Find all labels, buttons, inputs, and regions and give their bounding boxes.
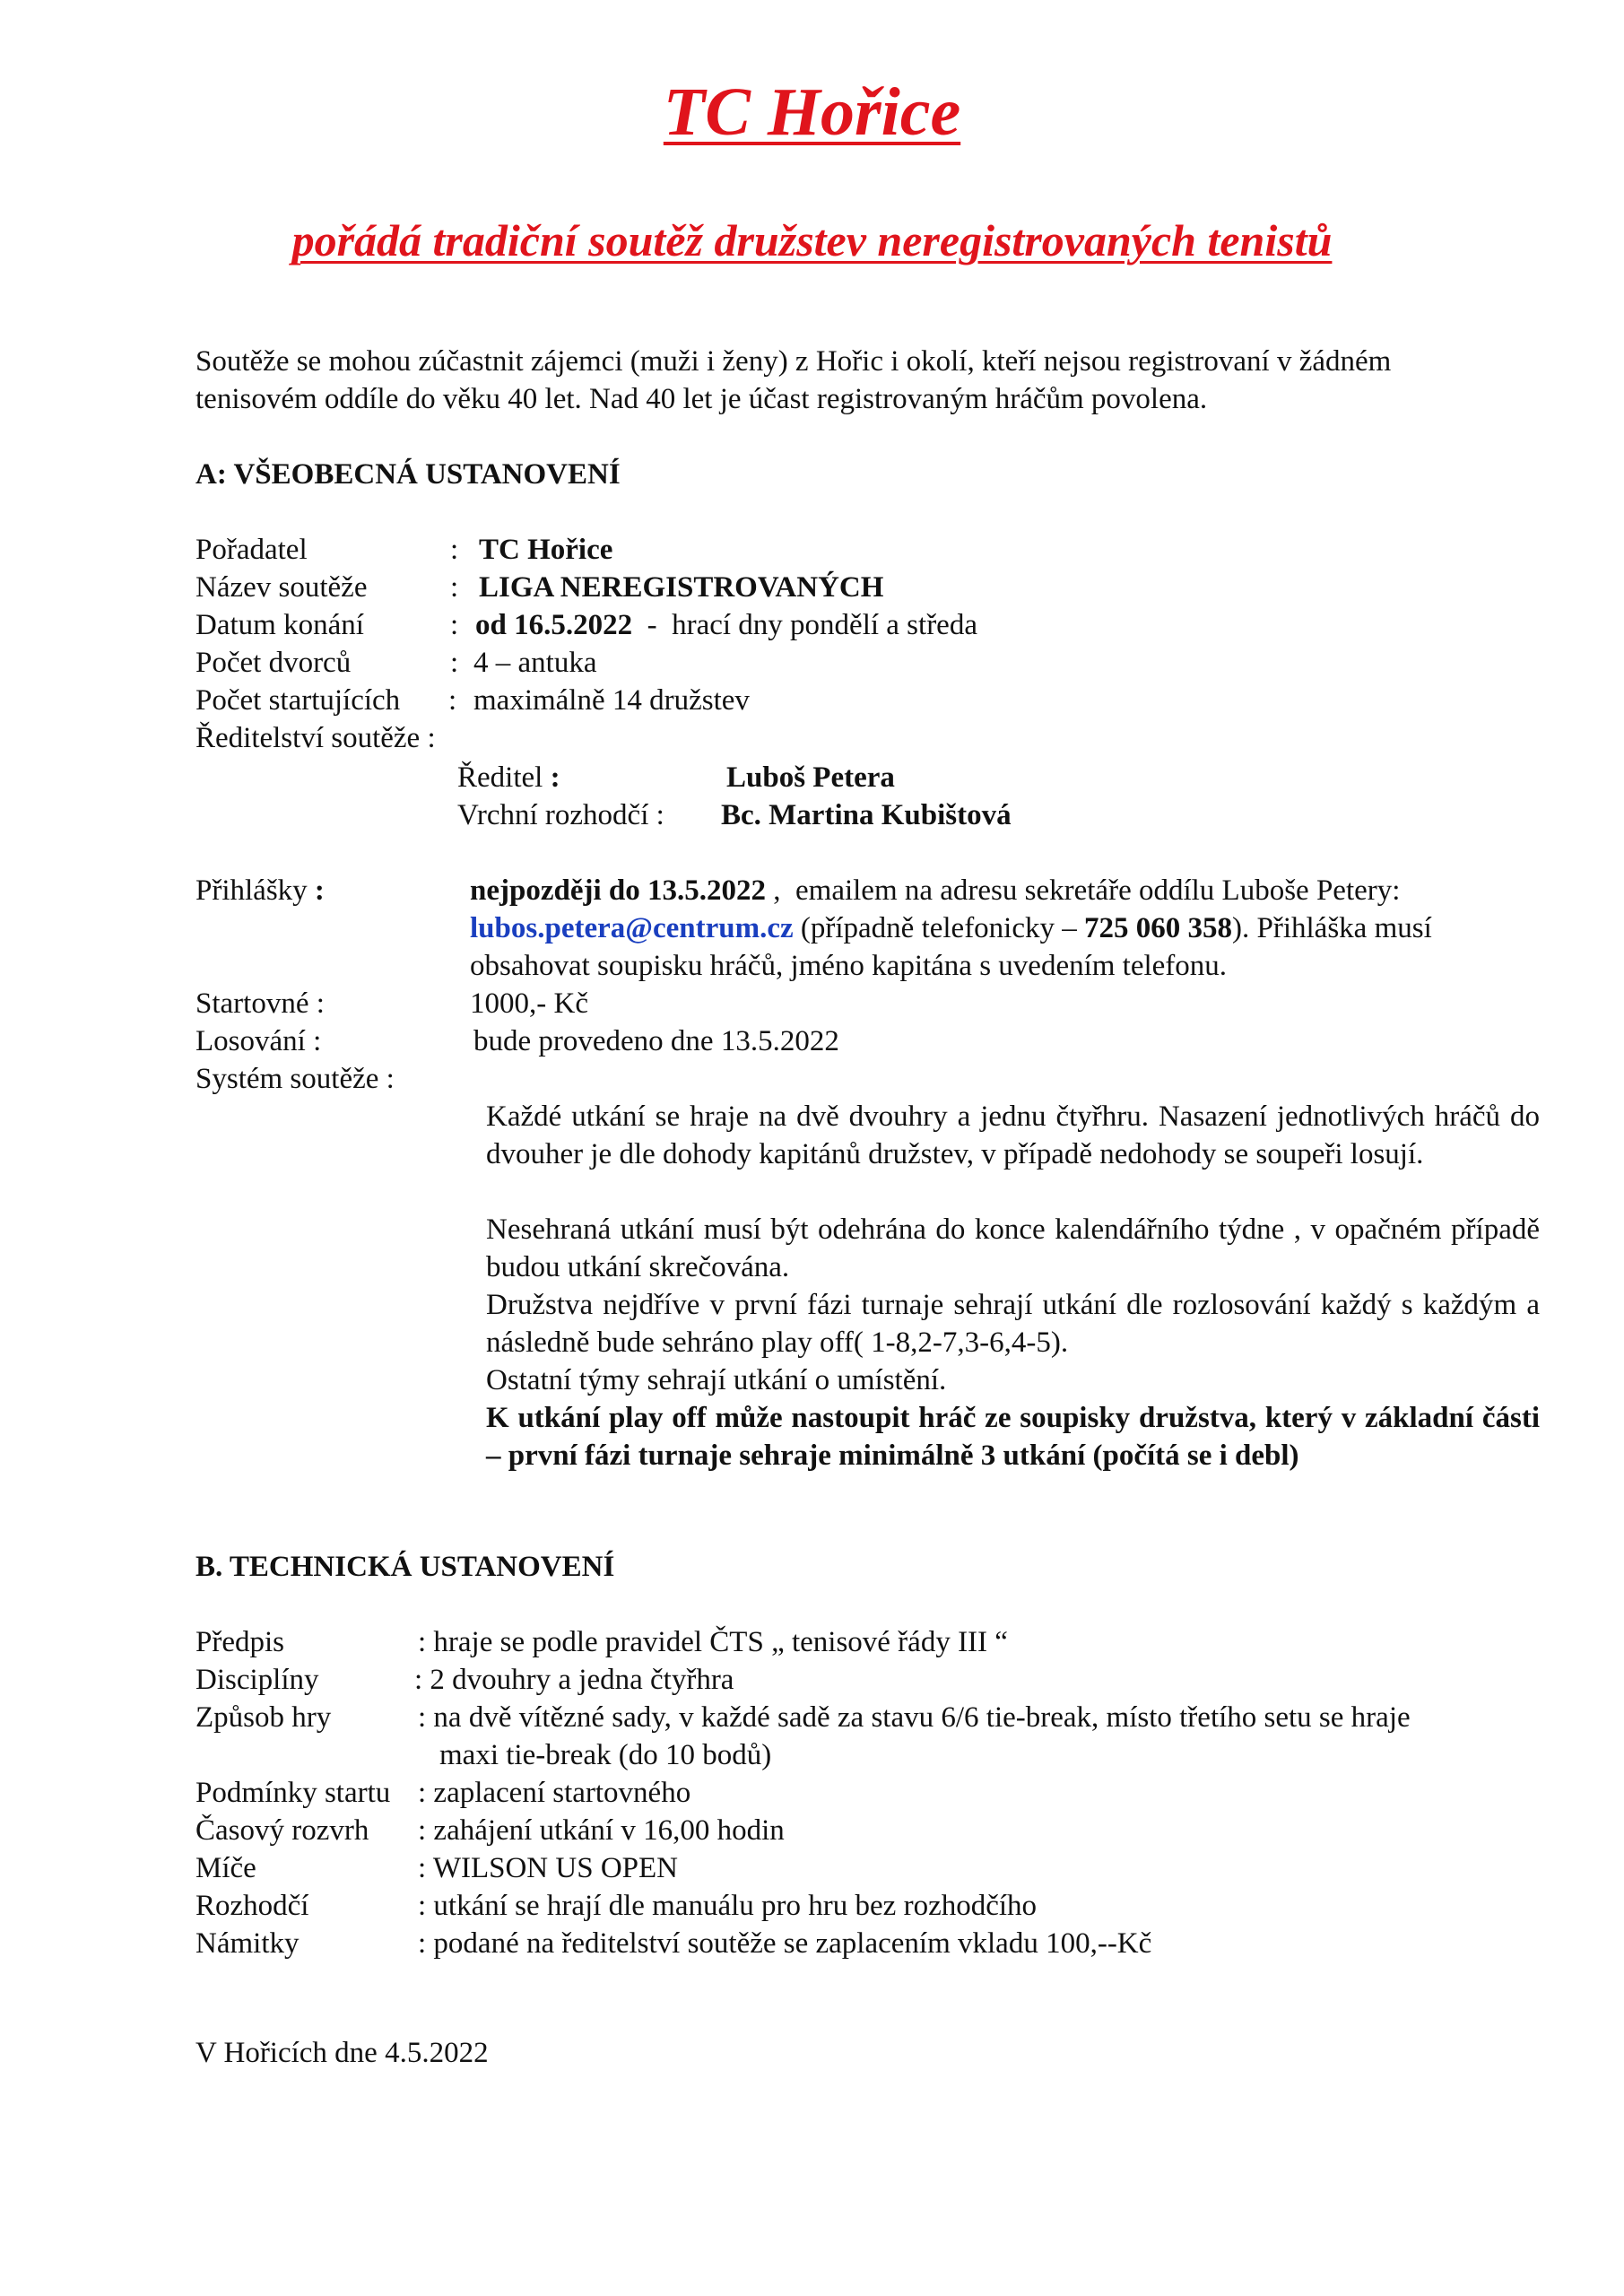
prihlasky-email-link[interactable]: lubos.petera@centrum.cz — [470, 912, 794, 944]
prihlasky-label-text: Přihlášky — [195, 874, 308, 907]
row-discipliny-value: : 2 dvouhry a jedna čtyřhra — [414, 1664, 734, 1696]
prihlasky-phone: 725 060 358 — [1084, 912, 1233, 944]
system-paragraph-2: Nesehraná utkání musí být odehrána do konce kalendářního týdne , v opačném případě budou utkání skrečována. — [486, 1213, 1540, 1283]
row-poradatel-value: TC Hořice — [479, 534, 613, 566]
system-paragraph-5: K utkání play off může nastoupit hráč ze soupisky družstva, který v základní části – první fázi turnaje sehraje minimálně 3 utkání (počítá se i debl) — [486, 1402, 1540, 1472]
prihlasky-line-2 — [470, 909, 1432, 947]
row-startujici-value: maximálně 14 družstev — [473, 684, 750, 717]
row-startujici-sep: : — [448, 684, 457, 717]
row-predpis-label: Předpis — [195, 1626, 284, 1658]
prihlasky-phone-prefix: (případně telefonicky – — [793, 912, 1085, 944]
document-subtitle: pořádá tradiční soutěž družstev neregistrovaných tenistů — [291, 215, 1333, 265]
director-label-text: Ředitel — [457, 761, 543, 794]
intro-line-1: Soutěže se mohou zúčastnit zájemci (muži i ženy) z Hořic i okolí, kteří nejsou registrovaní v žádném — [195, 345, 1392, 378]
row-nazev-sep: : — [450, 571, 459, 604]
row-nazev-value: LIGA NEREGISTROVANÝCH — [479, 571, 884, 604]
director-name: Luboš Petera — [726, 761, 895, 794]
losovani-value: bude provedeno dne 13.5.2022 — [473, 1025, 839, 1057]
system-paragraph-4: Ostatní týmy sehrají utkání o umístění. — [486, 1364, 947, 1396]
system-paragraph-3: Družstva nejdříve v první fázi turnaje sehrají utkání dle rozlosování každý s každým a následně bude sehráno play off( 1-8,2-7,3-6,4-5). — [486, 1289, 1540, 1359]
prihlasky-line-3: obsahovat soupisku hráčů, jméno kapitána s uvedením telefonu. — [470, 950, 1228, 982]
row-nazev-label: Název soutěže — [195, 571, 368, 604]
row-datum-sep: : — [450, 609, 459, 641]
system-label: Systém soutěže : — [195, 1063, 395, 1095]
row-datum-value-days: - hrací dny pondělí a středa — [632, 609, 977, 641]
section-b-heading: B. TECHNICKÁ USTANOVENÍ — [195, 1551, 615, 1583]
row-poradatel-label: Pořadatel — [195, 534, 308, 566]
row-namitky-value: : podané na ředitelství soutěže se zaplacením vkladu 100,--Kč — [418, 1927, 1152, 1960]
prihlasky-label-colon: : — [314, 874, 325, 907]
prihlasky-line-1 — [470, 872, 1400, 909]
row-datum-label: Datum konání — [195, 609, 364, 641]
row-datum-value — [475, 606, 977, 644]
row-zpusob-value-cont: maxi tie-break (do 10 bodů) — [439, 1739, 772, 1771]
row-rozhodci-value: : utkání se hrají dle manuálu pro hru bez rozhodčího — [418, 1890, 1038, 1922]
row-podminky-label: Podmínky startu — [195, 1777, 391, 1809]
referee-label: Vrchní rozhodčí : — [457, 799, 664, 831]
row-zpusob-label: Způsob hry — [195, 1701, 332, 1734]
document-title: TC Hořice — [663, 74, 961, 150]
row-dvorce-value: 4 – antuka — [473, 647, 597, 679]
row-mice-value: : WILSON US OPEN — [418, 1852, 678, 1884]
row-rozvrh-value: : zahájení utkání v 16,00 hodin — [418, 1814, 785, 1847]
footer-place-date: V Hořicích dne 4.5.2022 — [195, 2037, 489, 2069]
row-reditelstvi-label: Ředitelství soutěže : — [195, 722, 436, 754]
row-discipliny-label: Disciplíny — [195, 1664, 319, 1696]
startovne-value: 1000,- Kč — [470, 987, 588, 1020]
row-zpusob-value: : na dvě vítězné sady, v každé sadě za stavu 6/6 tie-break, místo třetího setu se hraje — [418, 1701, 1411, 1734]
referee-name: Bc. Martina Kubištová — [721, 799, 1012, 831]
row-podminky-value: : zaplacení startovného — [418, 1777, 691, 1809]
row-predpis-value: : hraje se podle pravidel ČTS „ tenisové řády III “ — [418, 1626, 1008, 1658]
prihlasky-deadline: nejpozději do 13.5.2022 — [470, 874, 766, 907]
prihlasky-label — [195, 872, 325, 909]
prihlasky-method: , emailem na adresu sekretáře oddílu Luboše Petery: — [766, 874, 1401, 907]
row-dvorce-label: Počet dvorců — [195, 647, 352, 679]
startovne-label: Startovné : — [195, 987, 325, 1020]
director-label — [457, 759, 560, 796]
director-label-colon: : — [550, 761, 560, 794]
intro-line-2: tenisovém oddíle do věku 40 let. Nad 40 let je účast registrovaným hráčům povolena. — [195, 383, 1208, 415]
prihlasky-line-2-end: ). Přihláška musí — [1232, 912, 1432, 944]
intro-paragraph — [195, 343, 1541, 418]
row-mice-label: Míče — [195, 1852, 256, 1884]
losovani-label: Losování : — [195, 1025, 322, 1057]
row-rozvrh-label: Časový rozvrh — [195, 1814, 369, 1847]
row-datum-value-date: od 16.5.2022 — [475, 609, 633, 641]
row-dvorce-sep: : — [450, 647, 459, 679]
system-paragraph-1: Každé utkání se hraje na dvě dvouhry a jednu čtyřhru. Nasazení jednotlivých hráčů do dvouher je dle dohody kapitánů družstev, v případě nedohody se soupeři losují. — [486, 1100, 1540, 1170]
row-poradatel-sep: : — [450, 534, 459, 566]
row-rozhodci-label: Rozhodčí — [195, 1890, 309, 1922]
row-startujici-label: Počet startujících — [195, 684, 401, 717]
section-a-heading: A: VŠEOBECNÁ USTANOVENÍ — [195, 458, 621, 491]
row-namitky-label: Námitky — [195, 1927, 300, 1960]
